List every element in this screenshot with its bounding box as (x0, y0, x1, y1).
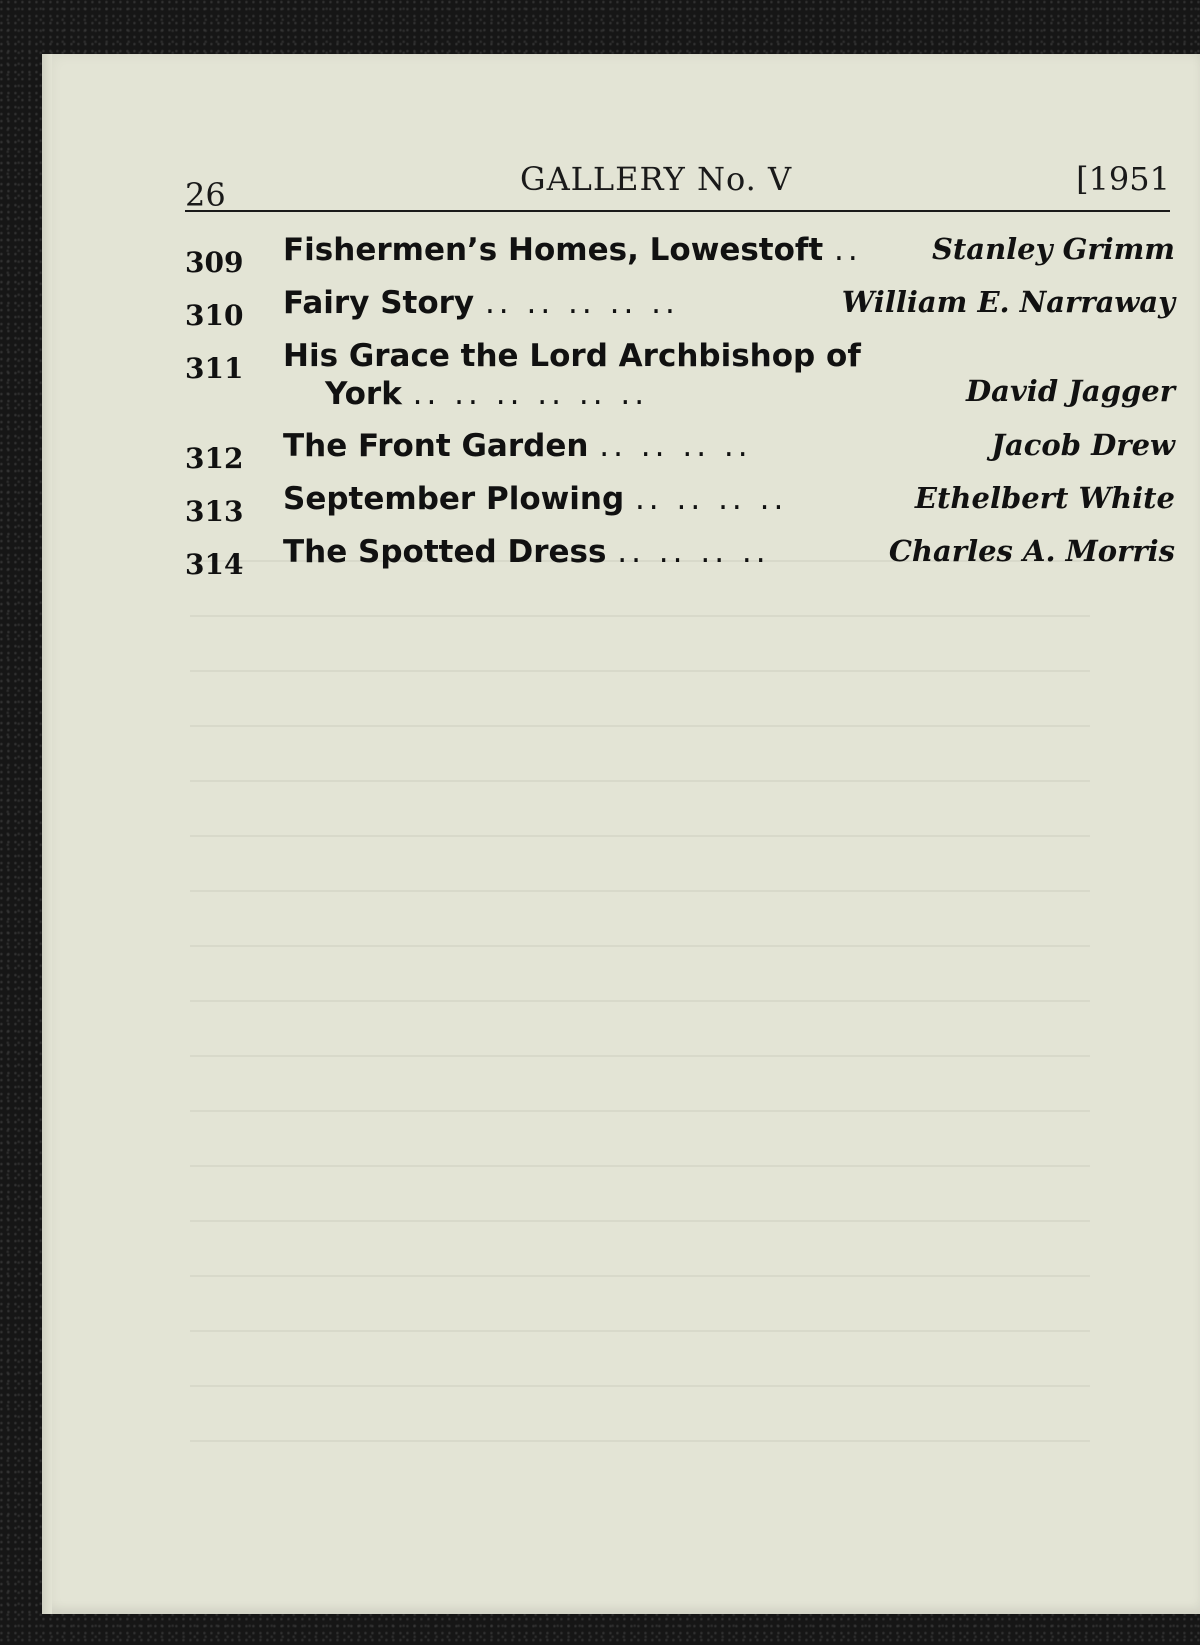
catalogue-entry (185, 232, 1175, 285)
entry-number: 314 (185, 548, 244, 581)
page-number: 26 (185, 176, 226, 214)
entry-number: 312 (185, 442, 244, 475)
catalogue-entry (185, 481, 1175, 534)
entry-title-continued: York .. .. .. .. .. .. (325, 376, 649, 412)
leader-dots: .. .. .. .. .. (484, 285, 679, 321)
entry-artist: Jacob Drew (991, 428, 1175, 462)
entry-number: 310 (185, 299, 244, 332)
catalogue-entry (185, 428, 1175, 481)
catalogue-entry (185, 338, 1175, 428)
catalogue-entry (185, 534, 1175, 587)
entry-title: The Spotted Dress .. .. .. .. (283, 534, 770, 570)
leader-dots: .. .. .. .. (599, 428, 752, 464)
entry-artist: William E. Narraway (841, 285, 1175, 319)
catalogue-entry (185, 285, 1175, 338)
catalogue-entries (185, 232, 1175, 587)
gallery-title: GALLERY No. V (520, 160, 793, 198)
leader-dots: .. (834, 232, 862, 268)
entry-number: 313 (185, 495, 244, 528)
entry-number: 309 (185, 246, 244, 279)
entry-number: 311 (185, 352, 244, 385)
entry-title: His Grace the Lord Archbishop of (283, 338, 861, 374)
entry-artist: Stanley Grimm (931, 232, 1175, 266)
entry-title: September Plowing .. .. .. .. (283, 481, 788, 517)
show-through-text (190, 560, 1090, 1460)
leader-dots: .. .. .. .. (634, 481, 788, 517)
entry-title: The Front Garden .. .. .. .. (283, 428, 752, 464)
entry-artist: Ethelbert White (914, 481, 1175, 515)
year: [1951 (1076, 160, 1170, 198)
leader-dots: .. .. .. .. .. .. (412, 376, 649, 412)
entry-artist: Charles A. Morris (888, 534, 1175, 568)
leader-dots: .. .. .. .. (617, 534, 770, 570)
page-header (185, 160, 1170, 214)
entry-title: Fairy Story .. .. .. .. .. (283, 285, 679, 321)
page-edge (42, 54, 52, 1614)
entry-title: Fishermen’s Homes, Lowestoft .. (283, 232, 862, 268)
header-rule (185, 210, 1170, 212)
entry-artist: David Jagger (966, 374, 1175, 408)
